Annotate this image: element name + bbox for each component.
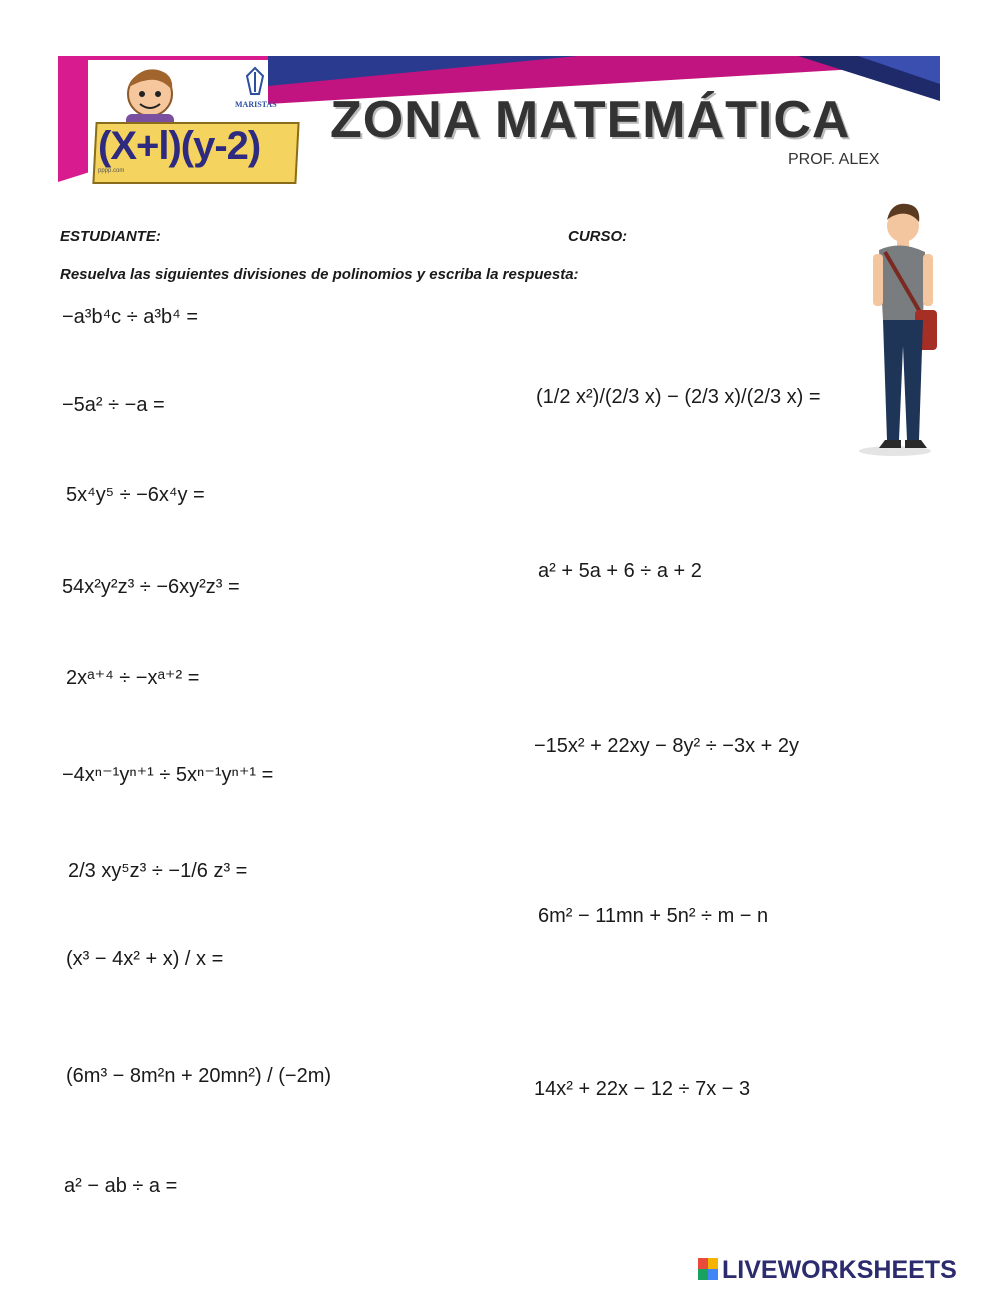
exercise-9-text: (6m³ − 8m²n + 20mn²) / (−2m) (66, 1065, 332, 1087)
logo-tile-i (708, 1258, 718, 1269)
exercise-r3-text: −15x² + 22xy − 8y² ÷ −3x + 2y (534, 735, 800, 757)
exercise-r4-text: 6m² − 11mn + 5n² ÷ m − n (538, 905, 769, 927)
student-label: ESTUDIANTE: (60, 228, 161, 245)
exercise-7-text: 2/3 xy⁵z³ ÷ −1/6 z³ = (68, 860, 248, 882)
exercise-2 (62, 394, 165, 417)
exercise-8 (66, 948, 223, 971)
exercise-7 (68, 860, 247, 883)
brand-name: LIVEWORKSHEETS (722, 1256, 957, 1284)
exercise-10 (64, 1175, 177, 1198)
exercise-r1 (536, 386, 821, 409)
logo-tile-l (698, 1258, 708, 1269)
exercise-4-text: 54x²y²z³ ÷ −6xy²z³ = (62, 576, 240, 598)
course-answer-field[interactable] (640, 224, 830, 248)
page-title: ZONA MATEMÁTICA (330, 91, 851, 149)
logo-tile-v (698, 1269, 708, 1280)
exercise-1 (62, 306, 198, 329)
student-answer-field[interactable] (175, 224, 555, 248)
exercise-1-text: −a³b⁴c ÷ a³b⁴ = (62, 306, 199, 328)
exercise-r4 (538, 905, 768, 928)
liveworksheets-logo-icon (698, 1258, 718, 1280)
exercise-r1-text: (1/2 x²)/(2/3 x) − (2/3 x)/(2/3 x) = (536, 386, 821, 408)
logo-tile-e (708, 1269, 718, 1280)
exercise-r2 (538, 560, 702, 583)
logo-box (88, 60, 277, 180)
exercise-r5-text: 14x² + 22x − 12 ÷ 7x − 3 (534, 1078, 751, 1100)
exercise-6-text: −4xⁿ⁻¹yⁿ⁺¹ ÷ 5xⁿ⁻¹yⁿ⁺¹ = (62, 764, 274, 786)
exercise-3-text: 5x⁴y⁵ ÷ −6x⁴y = (66, 484, 205, 506)
footer-brand (698, 1256, 994, 1284)
exercise-5 (66, 665, 199, 690)
logo-expression: (X+l)(y-2) (98, 124, 261, 168)
exercise-2-text: −5a² ÷ −a = (62, 394, 165, 416)
course-label: CURSO: (568, 228, 628, 245)
maristas-emblem-icon (243, 66, 267, 96)
header-banner (58, 56, 940, 182)
exercise-3 (66, 484, 205, 507)
exercise-r2-text: a² + 5a + 6 ÷ a + 2 (538, 560, 702, 582)
instructions: Resuelva las siguientes divisiones de polinomios y escriba la respuesta: (60, 266, 579, 283)
exercise-9 (66, 1065, 331, 1088)
exercise-8-text: (x³ − 4x² + x) / x = (66, 948, 224, 970)
logo-credit: pppp.com (98, 168, 125, 174)
exercise-5-text: 2xᵃ⁺⁴ ÷ −xᵃ⁺² = (66, 667, 200, 689)
school-name: MARISTAS (235, 100, 277, 109)
exercise-4 (62, 576, 240, 599)
exercise-6 (62, 762, 273, 787)
exercise-10-text: a² − ab ÷ a = (64, 1175, 178, 1197)
student-illustration (845, 196, 945, 458)
exercise-r5 (534, 1078, 750, 1101)
author-name: PROF. ALEX (788, 151, 880, 168)
exercise-r3 (534, 735, 799, 758)
